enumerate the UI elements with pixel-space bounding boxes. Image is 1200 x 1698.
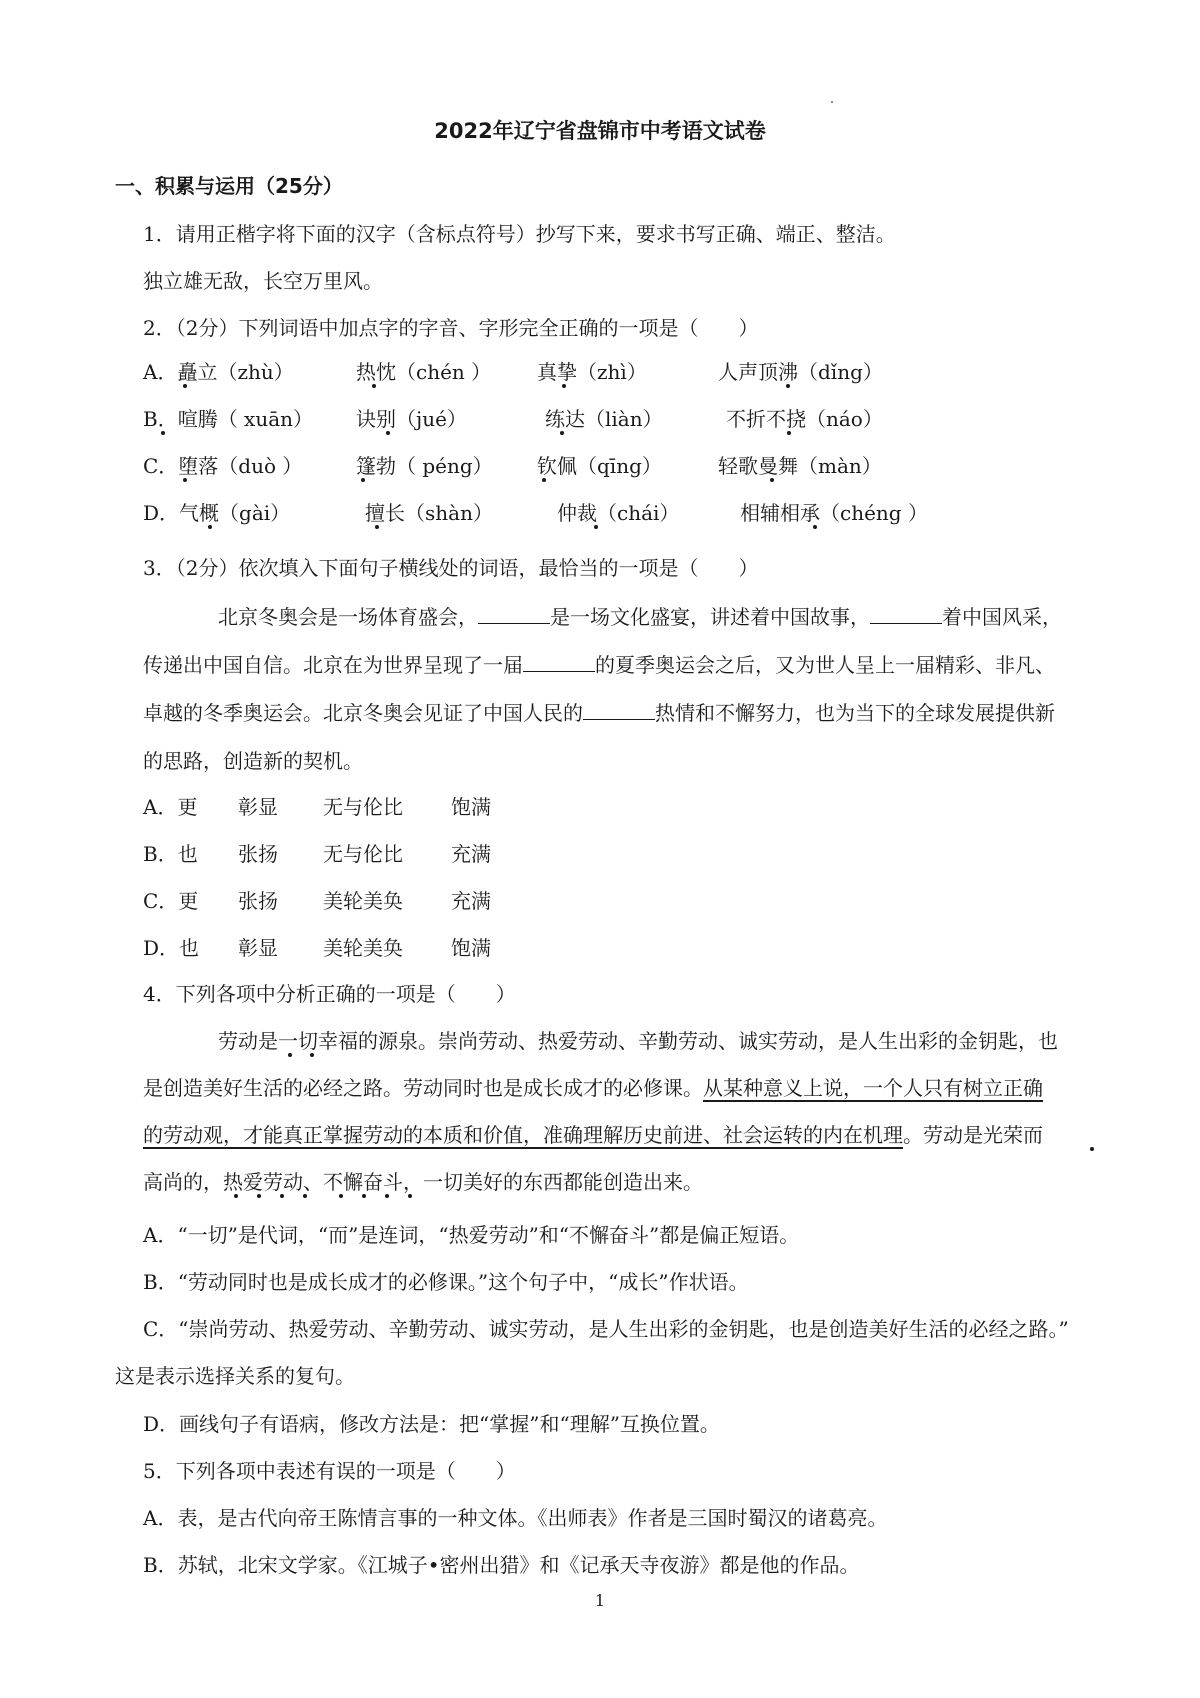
option-cell: 张扬 bbox=[238, 842, 278, 866]
emphasis-dot bbox=[234, 1194, 238, 1198]
passage-text: 的夏季奥运会之后，又为世人呈上一届精彩、非凡、 bbox=[595, 653, 1055, 677]
option-cell: 真挚（zhì） bbox=[537, 360, 647, 384]
option-cell: 诀别（jué） bbox=[356, 407, 467, 431]
passage-text: 传递出中国自信。北京在为世界呈现了一届 bbox=[143, 653, 523, 677]
question-3-passage-line: 的思路，创造新的契机。 bbox=[143, 749, 363, 773]
question-4-option-b: B．“劳动同时也是成长成才的必修课。”这个句子中，“成长”作状语。 bbox=[143, 1270, 749, 1294]
emphasis-dot bbox=[161, 431, 165, 435]
passage-text: 是创造美好生活的必经之路。劳动同时也是成长成才的必修课。 bbox=[143, 1076, 703, 1100]
emphasis-dot bbox=[339, 1194, 343, 1198]
question-3-option-d bbox=[143, 934, 491, 962]
option-cell: 钦佩（qīng） bbox=[537, 454, 662, 478]
emphasis-dot bbox=[408, 1194, 412, 1198]
question-4-option-c: C．“崇尚劳动、热爱劳动、辛勤劳动、诚实劳动，是人生出彩的金钥匙，也是创造美好生活的必经之路。” bbox=[143, 1317, 1069, 1341]
emphasis-dot bbox=[183, 384, 187, 388]
emphasis-dot bbox=[288, 1053, 292, 1057]
question-2-option-a bbox=[143, 358, 883, 386]
question-3-passage-line bbox=[218, 603, 1062, 631]
option-cell: B．也 bbox=[143, 842, 198, 866]
question-2-option-c bbox=[143, 452, 882, 480]
option-cell: A．更 bbox=[143, 795, 198, 819]
option-cell: 不折不挠（náo） bbox=[726, 407, 883, 431]
question-5-stem: 5．下列各项中表述有误的一项是（ ） bbox=[143, 1459, 516, 1483]
emphasis-dot bbox=[372, 384, 376, 388]
question-4-option-d: D．画线句子有语病，修改方法是：把“掌握”和“理解”互换位置。 bbox=[143, 1412, 720, 1436]
option-cell: A．矗立（zhù） bbox=[143, 360, 294, 384]
passage-text: 北京冬奥会是一场体育盛会， bbox=[218, 605, 478, 629]
option-cell: 无与伦比 bbox=[323, 795, 403, 819]
question-4-option-c-cont: 这是表示选择关系的复句。 bbox=[115, 1364, 355, 1388]
question-4-passage-line: 高尚的，热爱劳动、不懈奋斗，一切美好的东西都能创造出来。 bbox=[143, 1170, 703, 1194]
emphasis-dot bbox=[310, 1053, 314, 1057]
option-cell: 饱满 bbox=[451, 936, 491, 960]
passage-text: 卓越的冬季奥运会。北京冬奥会见证了中国人民的 bbox=[143, 701, 583, 725]
question-2-stem: 2．（2分）下列词语中加点字的字音、字形完全正确的一项是（ ） bbox=[143, 316, 759, 340]
underlined-sentence: 的劳动观，才能真正掌握劳动的本质和价值，准确理解历史前进、社会运转的内在机理 bbox=[143, 1123, 903, 1147]
question-3-passage-line bbox=[143, 699, 1055, 727]
section-heading: 一、积累与运用（25分） bbox=[115, 174, 343, 198]
option-cell: 仲裁（chái） bbox=[557, 501, 680, 525]
emphasis-dot bbox=[257, 1194, 261, 1198]
emphasis-dot bbox=[542, 478, 546, 482]
option-cell: 人声顶沸（dǐng） bbox=[718, 360, 883, 384]
option-cell: 篷勃（ péng） bbox=[356, 454, 493, 478]
question-1-stem: 1．请用正楷字将下面的汉字（含标点符号）抄写下来，要求书写正确、端正、整洁。 bbox=[143, 222, 896, 246]
option-cell: 热忱（chén ） bbox=[356, 360, 492, 384]
emphasis-dot bbox=[770, 478, 774, 482]
scan-speck bbox=[831, 101, 833, 103]
emphasis-dot bbox=[562, 384, 566, 388]
emphasis-dot bbox=[385, 1194, 389, 1198]
passage-text: 着中国风采， bbox=[942, 605, 1062, 629]
question-4-passage-line: 劳动是一切幸福的源泉。崇尚劳动、热爱劳动、辛勤劳动、诚实劳动，是人生出彩的金钥匙，也 bbox=[218, 1029, 1058, 1053]
passage-text: 热情和不懈努力，也为当下的全球发展提供新 bbox=[655, 701, 1055, 725]
emphasis-dot bbox=[361, 478, 365, 482]
emphasis-dot bbox=[594, 525, 598, 529]
option-cell: C．更 bbox=[143, 889, 199, 913]
option-cell: B．喧腾（ xuān） bbox=[143, 407, 314, 431]
emphasis-dot bbox=[183, 478, 187, 482]
option-cell: 彰显 bbox=[238, 795, 278, 819]
option-cell: 相辅相承（chéng ） bbox=[740, 501, 928, 525]
option-cell: C．堕落（duò ） bbox=[143, 454, 303, 478]
emphasis-dot bbox=[813, 525, 817, 529]
question-2-option-d bbox=[143, 499, 928, 527]
emphasis-dot bbox=[303, 1194, 307, 1198]
question-3-option-b bbox=[143, 840, 491, 868]
emphasis-dot bbox=[560, 431, 564, 435]
option-cell: 充满 bbox=[451, 842, 491, 866]
option-cell: 无与伦比 bbox=[323, 842, 403, 866]
emphasis-dot bbox=[1090, 1147, 1094, 1151]
emphasis-dot bbox=[375, 525, 379, 529]
emphasis-dot bbox=[786, 384, 790, 388]
question-2-option-b bbox=[143, 405, 883, 433]
question-4-option-a: A．“一切”是代词，“而”是连词，“热爱劳动”和“不懈奋斗”都是偏正短语。 bbox=[143, 1223, 800, 1247]
fill-blank-2 bbox=[870, 603, 942, 624]
emphasis-dot bbox=[362, 1194, 366, 1198]
option-cell: 饱满 bbox=[451, 795, 491, 819]
question-4-passage-line bbox=[143, 1121, 1043, 1149]
question-5-option-a: A．表，是古代向帝王陈情言事的一种文体。《出师表》作者是三国时蜀汉的诸葛亮。 bbox=[143, 1506, 888, 1530]
passage-text: 是一场文化盛宴，讲述着中国故事， bbox=[550, 605, 870, 629]
option-cell: 张扬 bbox=[238, 889, 278, 913]
page-number: 1 bbox=[594, 1591, 606, 1610]
option-cell: D．气概（gài） bbox=[143, 501, 291, 525]
question-3-option-c bbox=[143, 887, 491, 915]
question-3-passage-line bbox=[143, 651, 1055, 679]
option-cell: 美轮美奂 bbox=[323, 936, 403, 960]
option-cell: 练达（liàn） bbox=[545, 407, 663, 431]
fill-blank-3 bbox=[523, 651, 595, 672]
emphasis-dot bbox=[208, 525, 212, 529]
option-cell: 彰显 bbox=[238, 936, 278, 960]
fill-blank-1 bbox=[478, 603, 550, 624]
emphasis-dot bbox=[386, 431, 390, 435]
page-title: 2022年辽宁省盘锦市中考语文试卷 bbox=[434, 119, 766, 143]
passage-text: 。劳动是光荣而 bbox=[903, 1123, 1043, 1147]
question-3-option-a bbox=[143, 793, 491, 821]
option-cell: 充满 bbox=[451, 889, 491, 913]
emphasis-dot bbox=[787, 431, 791, 435]
question-4-passage-line bbox=[143, 1074, 1043, 1102]
option-cell: 美轮美奂 bbox=[323, 889, 403, 913]
underlined-sentence: 从某种意义上说，一个人只有树立正确 bbox=[703, 1076, 1043, 1100]
option-cell: 擅长（shàn） bbox=[365, 501, 493, 525]
question-1-text: 独立雄无敌，长空万里风。 bbox=[143, 269, 383, 293]
question-4-stem: 4．下列各项中分析正确的一项是（ ） bbox=[143, 982, 516, 1006]
option-cell: 轻歌曼舞（màn） bbox=[718, 454, 882, 478]
fill-blank-4 bbox=[583, 699, 655, 720]
emphasis-dot bbox=[280, 1194, 284, 1198]
question-3-stem: 3．（2分）依次填入下面句子横线处的词语，最恰当的一项是（ ） bbox=[143, 556, 759, 580]
question-5-option-b: B．苏轼，北宋文学家。《江城子•密州出猎》和《记承天寺夜游》都是他的作品。 bbox=[143, 1553, 860, 1577]
option-cell: D．也 bbox=[143, 936, 200, 960]
